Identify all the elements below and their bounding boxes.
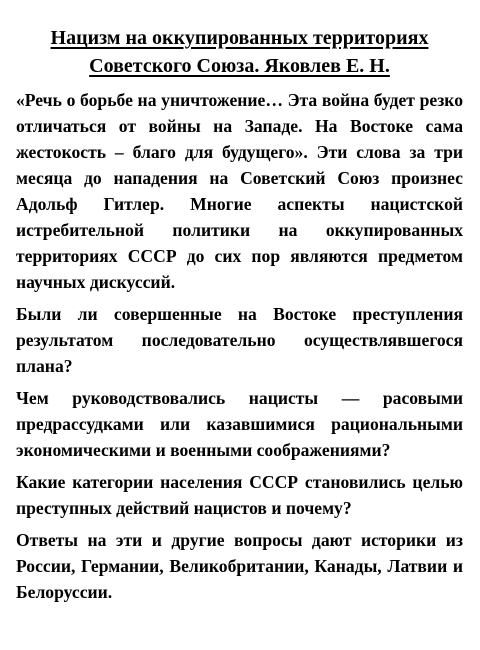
paragraph-intro: «Речь о борьбе на уничтожение… Эта война будет резко отличаться от войны на Западе. На Востоке сама жестокость – благо для будущего». Эти слова за три месяца до нападения на Советский Союз произнес Адольф Гитлер. Многие аспекты нацистской истребительной политики на оккупированных территориях СССР до сих пор являются предметом научных дискуссий.	[16, 90, 463, 292]
document-title	[16, 24, 463, 80]
paragraph-question-victims: Какие категории населения СССР становились целью преступных действий нацистов и почему?	[16, 472, 463, 518]
paragraph-conclusion: Ответы на эти и другие вопросы дают историки из России, Германии, Великобритании, Канады, Латвии и Белоруссии.	[16, 530, 463, 602]
title-line-2: Советского Союза. Яковлев Е. Н.	[89, 55, 390, 77]
document-page	[16, 24, 463, 605]
title-line-1: Нацизм на оккупированных территориях	[50, 27, 429, 49]
paragraph-question-motives: Чем руководствовались нацисты — расовыми предрассудками или казавшимися рациональными экономическими и военными соображениями?	[16, 388, 463, 460]
paragraph-question-plan: Были ли совершенные на Востоке преступления результатом последовательно осуществлявшегося плана?	[16, 304, 463, 376]
